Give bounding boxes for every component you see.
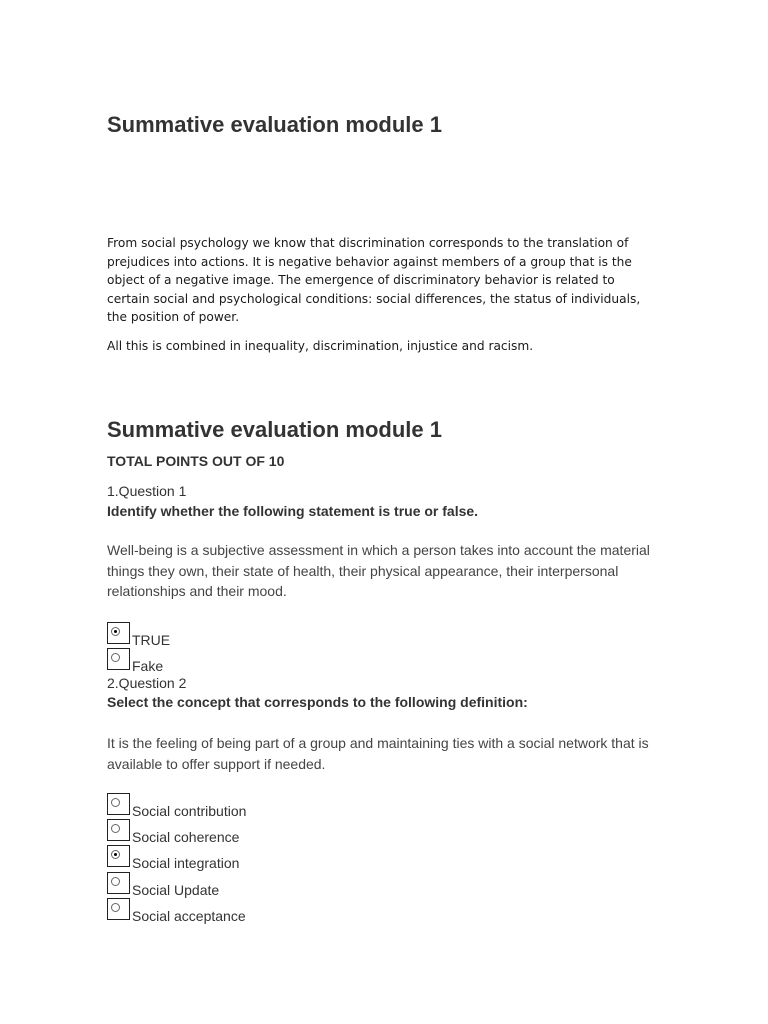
radio-unselected-icon[interactable] [111,798,120,807]
option-label: Fake [132,658,164,674]
question-1-option-fake[interactable] [107,644,164,674]
question-2-option-social-coherence[interactable] [107,815,240,845]
radio-button-box[interactable] [107,622,130,644]
radio-selected-icon[interactable] [111,627,120,636]
question-2-statement: It is the feeling of being part of a group and maintaining ties with a social network that is available to offer support if needed. [107,735,649,772]
radio-unselected-icon[interactable] [111,903,120,912]
question-2-option-social-update[interactable] [107,868,220,898]
page-title: Summative evaluation module 1 [107,112,442,137]
intro-text [107,234,659,356]
question-2-instruction: Select the concept that corresponds to the following definition: [107,694,528,710]
question-1-option-true[interactable] [107,618,171,648]
question-2-option-social-integration[interactable] [107,841,240,871]
radio-button-box[interactable] [107,845,130,867]
question-1-number: 1.Question 1 [107,483,187,499]
option-label: Social acceptance [132,908,246,924]
radio-button-box[interactable] [107,793,130,815]
option-label: Social coherence [132,829,240,845]
radio-button-box[interactable] [107,819,130,841]
radio-button-box[interactable] [107,872,130,894]
question-1-statement: Well-being is a subjective assessment in which a person takes into account the material things they own, their state of health, their physical appearance, their interpersonal relationships and their mood. [107,542,650,599]
option-label: TRUE [132,632,171,648]
question-2-number: 2.Question 2 [107,675,187,691]
option-label: Social Update [132,882,220,898]
question-2-option-social-contribution[interactable] [107,789,247,819]
radio-selected-icon[interactable] [111,850,120,859]
intro-paragraph-1: From social psychology we know that discrimination corresponds to the translation of prejudices into actions. It is negative behavior against members of a group that is the object of a negative image. The emergence of discriminatory behavior is related to certain social and psychological conditions: social differences, the status of individuals, the position of power. [107,236,641,325]
intro-paragraph-2: All this is combined in inequality, discrimination, injustice and racism. [107,338,534,353]
section-title: Summative evaluation module 1 [107,417,442,442]
question-1-instruction: Identify whether the following statement is true or false. [107,503,479,519]
option-label: Social integration [132,855,240,871]
question-2-option-social-acceptance[interactable] [107,894,246,924]
radio-unselected-icon[interactable] [111,653,120,662]
total-points: TOTAL POINTS OUT OF 10 [107,453,285,469]
radio-button-box[interactable] [107,648,130,670]
radio-button-box[interactable] [107,898,130,920]
radio-unselected-icon[interactable] [111,877,120,886]
radio-unselected-icon[interactable] [111,824,120,833]
option-label: Social contribution [132,803,247,819]
